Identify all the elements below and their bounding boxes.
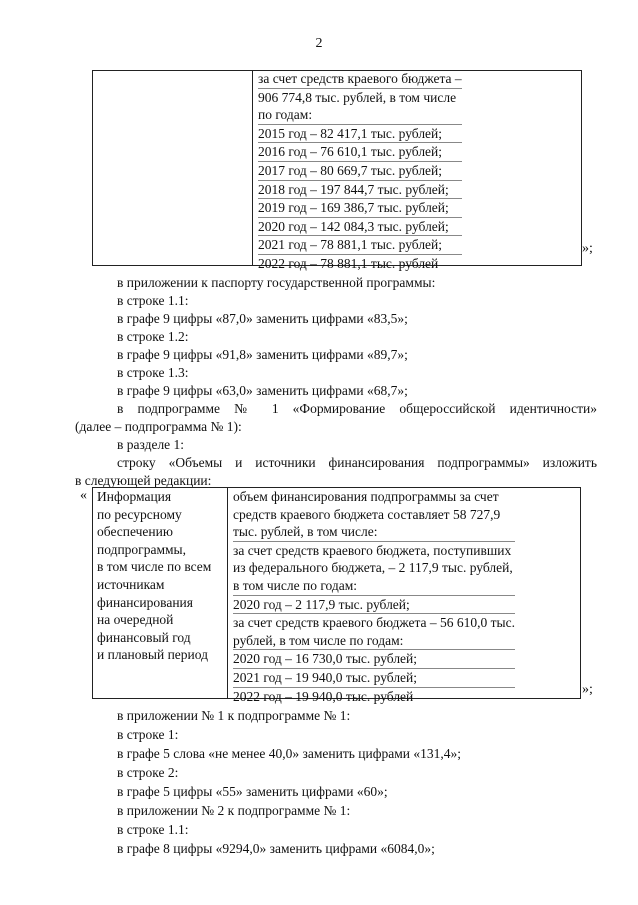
text-line: в приложении к паспорту государственной программы: xyxy=(117,275,436,290)
table1-left-cell xyxy=(92,70,253,266)
table2-right-line: за счет средств краевого бюджета, поступивших xyxy=(233,542,512,558)
row-replace-line: строку «Объемы и источники финансирования подпрограммы» изложить xyxy=(117,455,597,470)
table1-line: 2015 год – 82 417,1 тыс. рублей; xyxy=(258,125,462,144)
table2-open-quote: « xyxy=(80,488,87,503)
table2-left-line: в том числе по всем xyxy=(97,559,212,575)
text-line: в графе 9 цифры «63,0» заменить цифрами «68,7»; xyxy=(117,383,408,398)
table1-line: 2018 год – 197 844,7 тыс. рублей; xyxy=(258,181,462,200)
table2-right-line: 2020 год – 2 117,9 тыс. рублей; xyxy=(233,596,515,615)
text-line: в следующей редакции: xyxy=(75,473,212,488)
text-line: в графе 9 цифры «87,0» заменить цифрами «83,5»; xyxy=(117,311,408,326)
table1-line: 2017 год – 80 669,7 тыс. рублей; xyxy=(258,162,462,181)
text-line: в строке 1.1: xyxy=(117,293,189,308)
table2-left-line: по ресурсному xyxy=(97,506,182,522)
text-line: в графе 5 цифры «55» заменить цифрами «60»; xyxy=(117,784,388,799)
table2-close-quote: »; xyxy=(582,682,593,697)
text-line: в строке 1.1: xyxy=(117,822,189,837)
table2-right-line: объем финансирования подпрограммы за счет xyxy=(233,489,499,504)
table1-right-text xyxy=(258,70,462,273)
table2-left-line: обеспечению xyxy=(97,524,173,540)
table1-line: за счет средств краевого бюджета – xyxy=(258,70,462,89)
table1-line: 2021 год – 78 881,1 тыс. рублей; xyxy=(258,236,462,255)
table2-left-line: и плановый период xyxy=(97,647,208,663)
subprogram-line: в подпрограмме № 1 «Формирование общероссийской идентичности» xyxy=(117,401,597,416)
text-line: в строке 1.3: xyxy=(117,365,189,380)
table2-right-line: из федерального бюджета, – 2 117,9 тыс. рублей, xyxy=(233,560,513,576)
table2-right-line: рублей, в том числе по годам: xyxy=(233,632,515,651)
table1-line: 2019 год – 169 386,7 тыс. рублей; xyxy=(258,199,462,218)
table2-left-line: финансовый год xyxy=(97,629,191,645)
table2-right-line: за счет средств краевого бюджета – 56 610,0 тыс. xyxy=(233,615,515,631)
page-number: 2 xyxy=(315,36,323,51)
table2-left-line: на очередной xyxy=(97,612,174,628)
text-line: в строке 1: xyxy=(117,727,179,742)
table2-left-line: подпрограммы, xyxy=(97,541,186,557)
text-line: в графе 8 цифры «9294,0» заменить цифрами «6084,0»; xyxy=(117,841,435,856)
table2-left-line: финансирования xyxy=(97,594,193,610)
table1-line: 2020 год – 142 084,3 тыс. рублей; xyxy=(258,218,462,237)
text-line: (далее – подпрограмма № 1): xyxy=(75,419,242,434)
text-line: в приложении № 1 к подпрограмме № 1: xyxy=(117,708,351,723)
text-line: в разделе 1: xyxy=(117,437,185,452)
table2-right-line: 2020 год – 16 730,0 тыс. рублей; xyxy=(233,650,515,669)
text-line: в строке 2: xyxy=(117,765,179,780)
table2-left-line: источникам xyxy=(97,576,165,592)
table2-right-line: 2022 год – 19 940,0 тыс. рублей xyxy=(233,688,414,704)
table2-right-line: 2021 год – 19 940,0 тыс. рублей; xyxy=(233,669,515,688)
table1-line: 2022 год – 78 881,1 тыс. рублей xyxy=(258,255,439,271)
table1-line: 906 774,8 тыс. рублей, в том числе xyxy=(258,89,457,105)
table2-right-line: тыс. рублей, в том числе: xyxy=(233,523,515,542)
table2-right-line: в том числе по годам: xyxy=(233,577,515,596)
table1-close-quote: »; xyxy=(582,241,593,256)
table2-left-line: Информация xyxy=(97,489,172,504)
text-line: в графе 5 слова «не менее 40,0» заменить цифрами «131,4»; xyxy=(117,746,461,761)
text-line: в приложении № 2 к подпрограмме № 1: xyxy=(117,803,351,818)
table1-line: 2016 год – 76 610,1 тыс. рублей; xyxy=(258,143,462,162)
table2-left-text xyxy=(97,488,211,664)
text-line: в строке 1.2: xyxy=(117,329,189,344)
table2-right-text xyxy=(233,488,515,705)
table2-right-line: средств краевого бюджета составляет 58 727,9 xyxy=(233,506,501,522)
table1-line: по годам: xyxy=(258,106,462,125)
text-line: в графе 9 цифры «91,8» заменить цифрами «89,7»; xyxy=(117,347,408,362)
